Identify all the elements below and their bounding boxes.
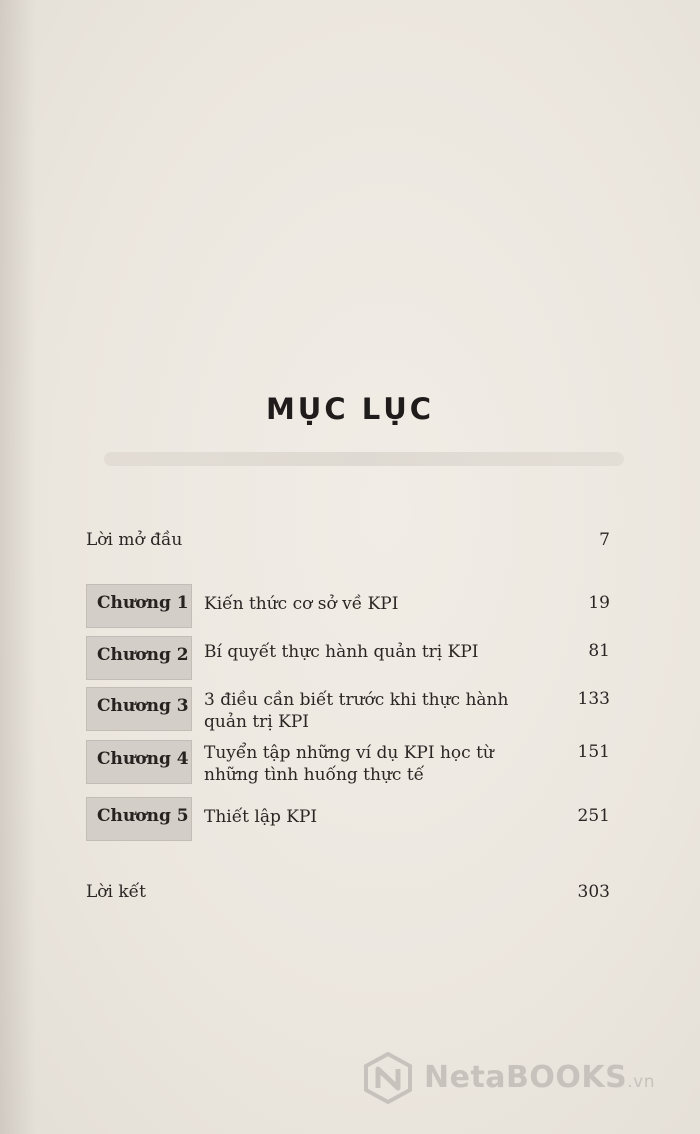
chapter-badge: [86, 797, 192, 841]
chapter-badge-label: Chương 4: [97, 749, 189, 769]
chapter-page: 251: [577, 806, 610, 826]
chapter-page: 81: [588, 641, 610, 661]
chapter-badge-label: Chương 5: [97, 806, 189, 826]
bleed-through-subtitle: [104, 452, 624, 466]
toc-intro-label: Lời mở đầu: [86, 530, 183, 550]
chapter-badge: [86, 584, 192, 628]
chapter-title: Bí quyết thực hành quản trị KPI: [204, 642, 479, 662]
watermark-suffix: .vn: [627, 1072, 656, 1092]
chapter-page: 151: [577, 742, 610, 762]
watermark-brand: [424, 1060, 655, 1095]
neta-logo-icon: [362, 1052, 414, 1104]
chapter-badge: [86, 636, 192, 680]
spine-shadow: [0, 0, 36, 1134]
toc-intro-page: 7: [599, 530, 610, 550]
chapter-badge-label: Chương 3: [97, 696, 189, 716]
chapter-badge: [86, 687, 192, 731]
chapter-badge: [86, 740, 192, 784]
watermark-brand-text: NetaBOOKS: [424, 1060, 628, 1095]
chapter-title: Tuyển tập những ví dụ KPI học từ những tình huống thực tế: [204, 743, 494, 785]
watermark: [362, 1052, 682, 1112]
page-title: MỤC LỤC: [265, 392, 435, 426]
toc-outro-page: 303: [577, 882, 610, 902]
toc-outro-label: Lời kết: [86, 882, 146, 902]
chapter-title: 3 điều cần biết trước khi thực hành quản trị KPI: [204, 690, 509, 732]
chapter-badge-label: Chương 1: [97, 593, 189, 613]
chapter-title: Kiến thức cơ sở về KPI: [204, 594, 399, 614]
chapter-page: 19: [588, 593, 610, 613]
chapter-badge-label: Chương 2: [97, 645, 189, 665]
chapter-title: Thiết lập KPI: [204, 807, 318, 827]
chapter-page: 133: [577, 689, 610, 709]
